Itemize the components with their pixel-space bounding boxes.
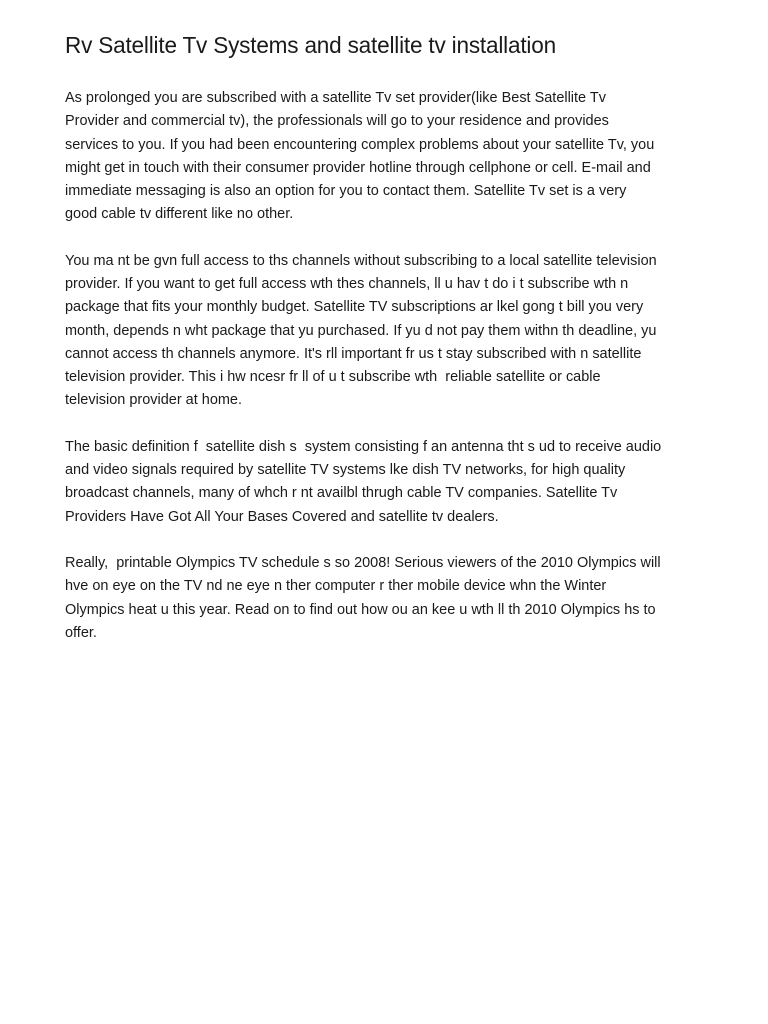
text-line: immediate messaging is also an option for you to contact them. Satellite Tv set is a very (65, 182, 627, 199)
paragraph-3 (65, 435, 683, 528)
page-title: Rv Satellite Tv Systems and satellite tv installation (65, 32, 556, 58)
text-line: package that fits your monthly budget. Satellite TV subscriptions ar lkel gong t bill you very (65, 298, 644, 316)
text-line: television provider. This i hw ncesr fr ll of u t subscribe wth reliable satellite or cable (65, 368, 601, 385)
text-line: Really, printable Olympics TV schedule s so 2008! Serious viewers of the 2010 Olympics will (65, 554, 661, 571)
text-line: Olympics heat u this year. Read on to find out how ou an kee u wth ll th 2010 Olympics hs to (65, 600, 656, 618)
text-line: good cable tv different like no other. (65, 205, 294, 223)
paragraph-2 (65, 249, 683, 412)
text-line: month, depends n wht package that yu purchased. If yu d not pay them withn th deadline, yu (65, 321, 657, 339)
text-line: The basic definition f satellite dish s system consisting f an antenna tht s ud to receive audio (65, 437, 662, 455)
text-line: services to you. If you had been encountering complex problems about your satellite Tv, you (65, 135, 655, 153)
text-line: Provider and commercial tv), the professionals will go to your residence and provides (65, 112, 609, 130)
text-line: offer. (65, 623, 97, 641)
text-line: and video signals required by satellite TV systems lke dish TV networks, for high quality (65, 461, 626, 478)
text-line: might get in touch with their consumer provider hotline through cellphone or cell. E-mail and (65, 158, 651, 176)
text-line: television provider at home. (65, 391, 243, 409)
text-line: Providers Have Got All Your Bases Covered and satellite tv dealers. (65, 507, 499, 525)
text-line: You ma nt be gvn full access to ths channels without subscribing to a local satellite television (65, 251, 657, 269)
paragraph-1 (65, 86, 683, 226)
text-line: provider. If you want to get full access wth thes channels, ll u hav t do i t subscribe wth n (65, 275, 629, 292)
text-line: hve on eye on the TV nd ne eye n ther computer r ther mobile device whn the Winter (65, 577, 607, 595)
text-line: broadcast channels, many of whch r nt availbl thrugh cable TV companies. Satellite Tv (65, 484, 618, 502)
text-line: As prolonged you are subscribed with a satellite Tv set provider(like Best Satellite Tv (65, 89, 606, 106)
text-line: cannot access th channels anymore. It's rll important fr us t stay subscribed with n satellite (65, 344, 642, 362)
paragraph-4 (65, 551, 683, 644)
article-body (65, 86, 683, 667)
